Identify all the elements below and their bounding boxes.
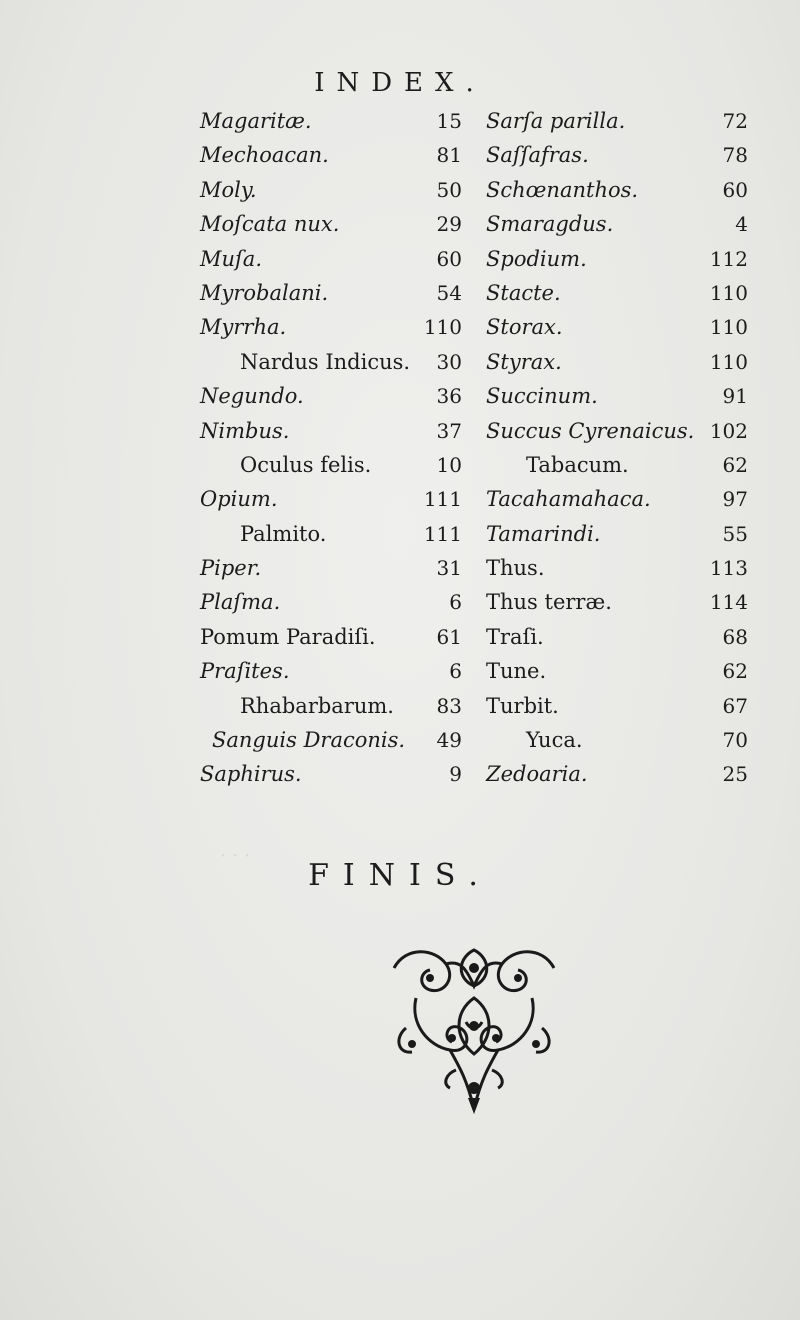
page-reference: 68 [722,624,748,649]
index-term: Mechoacan. [200,143,329,168]
index-term: Spodium. [486,246,587,271]
index-entry [486,654,748,688]
index-term: Opium. [200,487,278,512]
page-reference: 113 [709,556,748,581]
page-reference: 102 [709,418,748,443]
index-entry [486,620,748,654]
index-entry [200,276,462,310]
index-entry [486,689,748,723]
index-entry [486,242,748,276]
index-entry [486,551,748,585]
index-term: Smaragdus. [486,212,614,237]
page-reference: 61 [436,624,462,649]
page-reference: 91 [722,384,748,409]
index-entry [200,138,462,172]
index-entry [200,723,462,757]
page-reference: 36 [436,384,462,409]
index-term: Tune. [486,659,547,684]
index-term: Yuca. [526,728,583,753]
index-term: Muſa. [200,246,262,271]
index-entry [200,173,462,207]
index-term: Negundo. [200,384,304,409]
index-term: Nimbus. [200,418,290,443]
index-entry [486,379,748,413]
page-reference: 110 [423,315,462,340]
index-term: Schœnanthos. [486,177,639,202]
page-title: INDEX. [314,68,486,98]
index-entry [486,585,748,619]
index-entry [486,414,748,448]
index-term: Magaritæ. [200,109,312,133]
page-reference: 9 [449,762,462,787]
page-reference: 112 [709,246,748,271]
page-reference: 50 [436,177,462,202]
index-entry [200,551,462,585]
index-entry [486,310,748,344]
index-entry [486,276,748,310]
page-reference: 62 [722,659,748,684]
index-term: Traſi. [486,624,544,649]
page-reference: 10 [436,452,462,477]
index-term: Stacte. [486,280,561,305]
page-reference: 111 [423,487,462,512]
index-entry [486,104,748,138]
index-term: Rhabarbarum. [240,693,394,718]
index-term: Thus terræ. [486,590,612,615]
page-reference: 4 [735,212,748,237]
index-term: Zedoaria. [486,762,588,787]
index-entry [486,138,748,172]
index-term: Saphirus. [200,762,302,787]
finis-heading: FINIS. [308,858,492,893]
page-reference: 49 [436,728,462,753]
page-reference: 6 [449,659,462,684]
page-reference: 25 [722,762,748,787]
index-term: Oculus felis. [240,452,372,477]
index-column-left [200,104,462,792]
index-entry [200,414,462,448]
page-reference: 54 [436,280,462,305]
index-term: Sanguis Draconis. [212,728,406,753]
page-reference: 37 [436,418,462,443]
index-entry [486,723,748,757]
page-reference: 6 [449,590,462,615]
index-entry [486,448,748,482]
page-reference: 29 [436,212,462,237]
page-reference: 83 [436,693,462,718]
index-entry [200,517,462,551]
index-term: Thus. [486,556,545,581]
index-term: Storax. [486,315,563,340]
index-term: Tamarindi. [486,521,601,546]
page-reference: 67 [722,693,748,718]
page-reference: 110 [709,315,748,340]
index-entry [486,173,748,207]
index-entry [200,585,462,619]
index-term: Succus Cyrenaicus. [486,418,695,443]
index-entry [200,757,462,791]
page-reference: 62 [722,452,748,477]
index-column-right [486,104,748,792]
page-reference: 78 [722,143,748,168]
index-term: Myrobalani. [200,280,329,305]
page-reference: 60 [722,177,748,202]
index-entry [200,207,462,241]
index-entry [486,345,748,379]
index-term: Saſſafras. [486,143,589,168]
index-term: Plaſma. [200,590,281,615]
page-reference: 60 [436,246,462,271]
index-term: Myrrha. [200,315,287,340]
page-reference: 72 [722,109,748,133]
index-term: Succinum. [486,384,598,409]
index-entry [200,482,462,516]
page-reference: 114 [709,590,748,615]
index-entry [200,654,462,688]
index-term: Nardus Indicus. [240,349,411,374]
index-term: Piper. [200,556,262,581]
index-entry [200,345,462,379]
index-entry [200,242,462,276]
page-reference: 110 [709,280,748,305]
page-reference: 31 [436,556,462,581]
index-entry [486,207,748,241]
page-reference: 81 [436,143,462,168]
index-term: Tacahamahaca. [486,487,651,512]
index-entry [200,104,462,138]
index-entry [200,448,462,482]
index-term: Praſites. [200,659,290,684]
page-reference: 111 [423,521,462,546]
index-term: Tabacum. [526,452,629,477]
page-reference: 30 [436,349,462,374]
index-term: Palmito. [240,521,327,546]
index-entry [200,689,462,723]
index-term: Styrax. [486,349,562,374]
page-reference: 15 [436,109,462,133]
index-term: Moly. [200,177,257,202]
index-term: Sarſa parilla. [486,109,626,133]
page-reference: 97 [722,487,748,512]
index-entry [486,757,748,791]
page-reference: 55 [722,521,748,546]
index-entry [200,620,462,654]
page-reference: 110 [709,349,748,374]
index-entry [200,310,462,344]
index-entry [486,517,748,551]
page-reference: 70 [722,728,748,753]
index-entry [200,379,462,413]
index-term: Moſcata nux. [200,212,340,237]
index-term: Pomum Paradiſi. [200,624,376,649]
index-term: Turbit. [486,693,559,718]
printers-ornament [386,938,562,1118]
index-entry [486,482,748,516]
show-through-text: · · · [220,845,251,867]
